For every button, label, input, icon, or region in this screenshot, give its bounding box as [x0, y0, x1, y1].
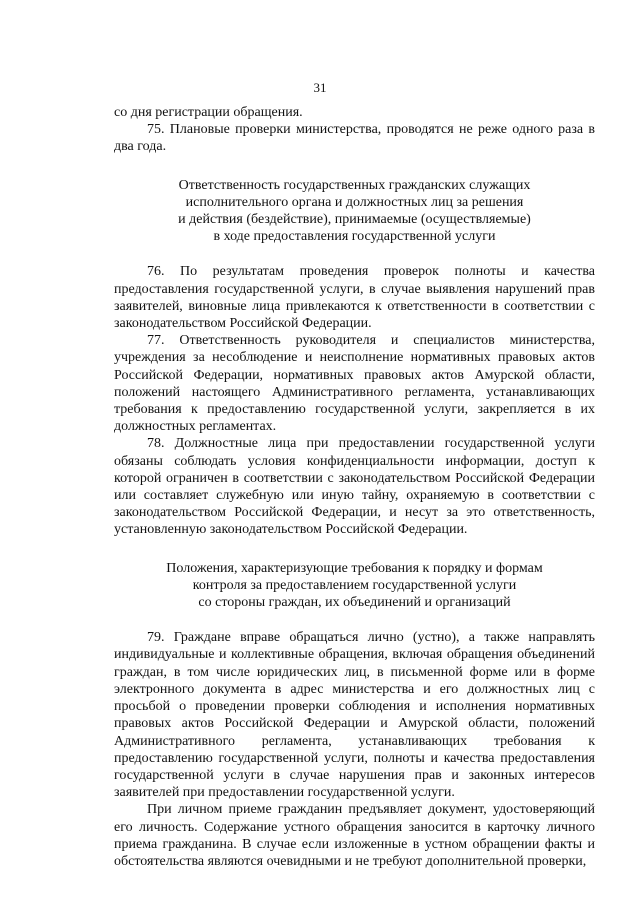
paragraph-77: 77. Ответственность руководителя и специалистов министерства, учреждения за несоблюдение и неисполнение нормативных правовых актов Российской Федерации, нормативных правовых актов Амурской области, положений настоящего Административного регламента, устанавливающих требования к предоставлению государственной услуги, закрепляется в их должностных регламентах. — [114, 333, 595, 435]
heading-line: Положения, характеризующие требования к порядку и формам — [166, 560, 543, 576]
spacer — [114, 611, 595, 629]
paragraph-78: 78. Должностные лица при предоставлении государственной услуги обязаны соблюдать условия конфиденциальности информации, доступ к которой ограничен в соответствии с законодательством Российской Федерации или составляет служебную или иную тайну, охраняемую в соответствии с законодательством Российской Федерации, и несут за это ответственность, установленную законодательством Российской Федерации. — [114, 436, 595, 538]
paragraph-75: 75. Плановые проверки министерства, проводятся не реже одного раза в два года. — [114, 122, 595, 155]
heading-line: исполнительного органа и должностных лиц за решения — [185, 194, 524, 210]
page-content — [114, 104, 595, 870]
heading-line: Ответственность государственных гражданских служащих — [178, 177, 531, 193]
paragraph-79: 79. Граждане вправе обращаться лично (устно), а также направлять индивидуальные и коллективные обращения, включая обращения объединений граждан, в том числе юридических лиц, в письменной форме или в форме электронного документа в адрес министерства и его должностных лиц с просьбой о проведении проверки соблюдения и исполнения нормативных правовых актов Российской Федерации и Амурской области, положений Административного регламента, устанавливающих требования к предоставлению государственной услуги, полноты и качества предоставления государственной услуги в случае нарушения прав и законных интересов заявителей при предоставлении государственной услуги. — [114, 630, 595, 801]
spacer — [114, 245, 595, 263]
paragraph-personal-reception: При личном приеме гражданин предъявляет документ, удостоверяющий его личность. Содержание устного обращения заносится в карточку личного приема гражданина. В случае если изложенные в устном обращении факты и обстоятельства являются очевидными и не требуют дополнительной проверки, — [114, 802, 595, 869]
heading-line: и действия (бездействие), принимаемые (осуществляемые) — [178, 212, 531, 228]
heading-line: в ходе предоставления государственной услуги — [213, 229, 496, 245]
heading-line: со стороны граждан, их объединений и организаций — [198, 595, 511, 611]
spacer — [114, 156, 595, 177]
paragraph-continuation: со дня регистрации обращения. — [114, 105, 303, 120]
section-heading-responsibility — [114, 177, 595, 246]
heading-line: контроля за предоставлением государственной услуги — [192, 577, 517, 593]
page-number: 31 — [313, 80, 327, 95]
paragraph-76: 76. По результатам проведения проверок полноты и качества предоставления государственной услуги, в случае выявления нарушений прав заявителей, виновные лица привлекаются к ответственности в соответствии с законодательством Российской Федерации. — [114, 264, 595, 332]
spacer — [114, 539, 595, 560]
section-heading-control — [114, 560, 595, 612]
